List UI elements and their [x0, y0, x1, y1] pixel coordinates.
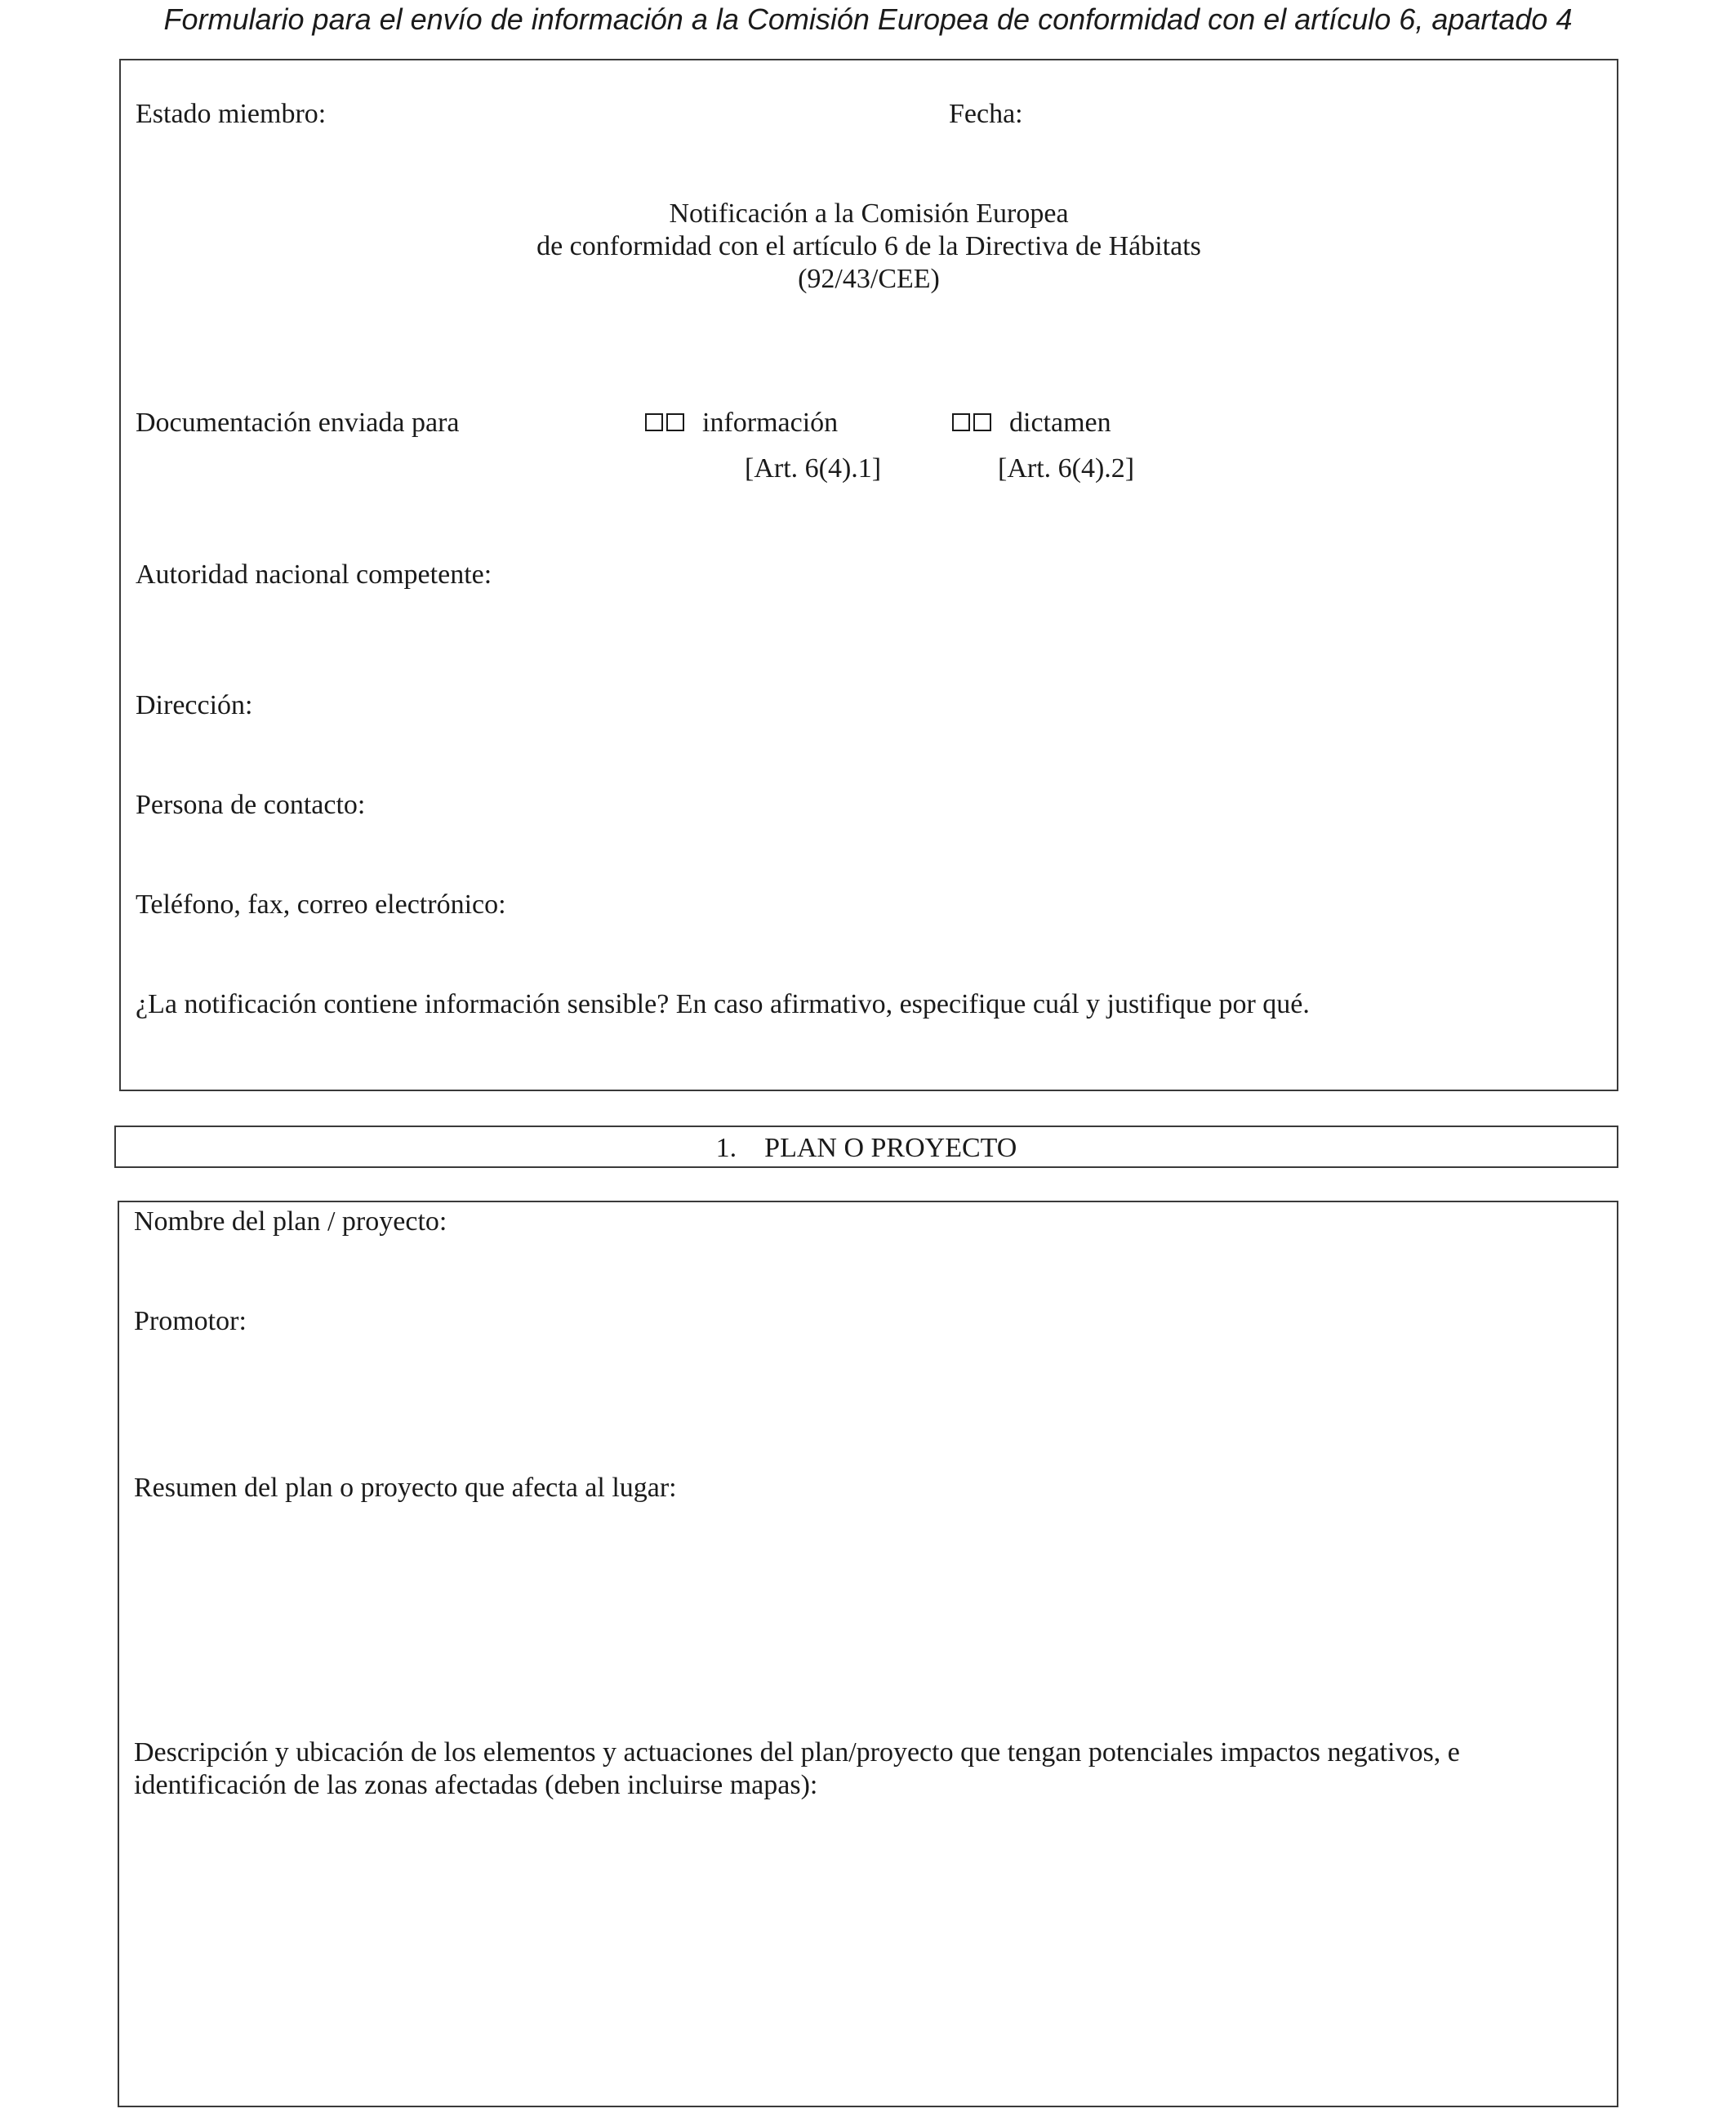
dictamen-checkbox-box-1[interactable] — [952, 413, 970, 431]
dictamen-checkbox-box-2[interactable] — [973, 413, 991, 431]
resumen-plan-label: Resumen del plan o proyecto que afecta al lugar: — [134, 1473, 677, 1503]
direccion-label: Dirección: — [136, 690, 253, 720]
notification-title-line3: (92/43/CEE) — [798, 264, 940, 294]
estado-miembro-label: Estado miembro: — [136, 99, 327, 129]
informacion-checkbox-box-2[interactable] — [666, 413, 684, 431]
telefono-fax-email-label: Teléfono, fax, correo electrónico: — [136, 889, 506, 920]
section-1-title-bar — [114, 1126, 1618, 1168]
notification-title-line2: de conformidad con el artículo 6 de la Directiva de Hábitats — [536, 231, 1201, 261]
dictamen-option-label: dictamen — [1009, 408, 1111, 438]
sensitive-information-question: ¿La notificación contiene información sensible? En caso afirmativo, especifique cuál y justifique por qué. — [136, 989, 1310, 1019]
descripcion-ubicacion-label: Descripción y ubicación de los elementos y actuaciones del plan/proyecto que tengan potenciales impactos negativos, e identificación de las zonas afectadas (deben incluirse mapas): — [134, 1737, 1460, 1800]
informacion-checkbox[interactable] — [645, 413, 684, 431]
fecha-label: Fecha: — [949, 99, 1023, 129]
documentacion-enviada-label: Documentación enviada para — [136, 408, 460, 438]
dictamen-article-reference: [Art. 6(4).2] — [998, 453, 1135, 484]
autoridad-competente-label: Autoridad nacional competente: — [136, 559, 492, 590]
section-1-body-box — [118, 1201, 1618, 2107]
notification-title-line1: Notificación a la Comisión Europea — [669, 198, 1069, 229]
persona-contacto-label: Persona de contacto: — [136, 790, 366, 820]
promotor-label: Promotor: — [134, 1306, 247, 1336]
notification-title — [121, 198, 1617, 296]
dictamen-checkbox[interactable] — [952, 413, 991, 431]
informacion-article-reference: [Art. 6(4).1] — [745, 453, 882, 484]
nombre-plan-proyecto-label: Nombre del plan / proyecto: — [134, 1206, 447, 1237]
section-1-title: 1. PLAN O PROYECTO — [715, 1133, 1017, 1163]
informacion-option-label: información — [702, 408, 839, 438]
notification-header-box — [119, 59, 1618, 1091]
informacion-checkbox-box-1[interactable] — [645, 413, 663, 431]
page-heading: Formulario para el envío de información a la Comisión Europea de conformidad con el artículo 6, apartado 4 — [163, 2, 1573, 36]
